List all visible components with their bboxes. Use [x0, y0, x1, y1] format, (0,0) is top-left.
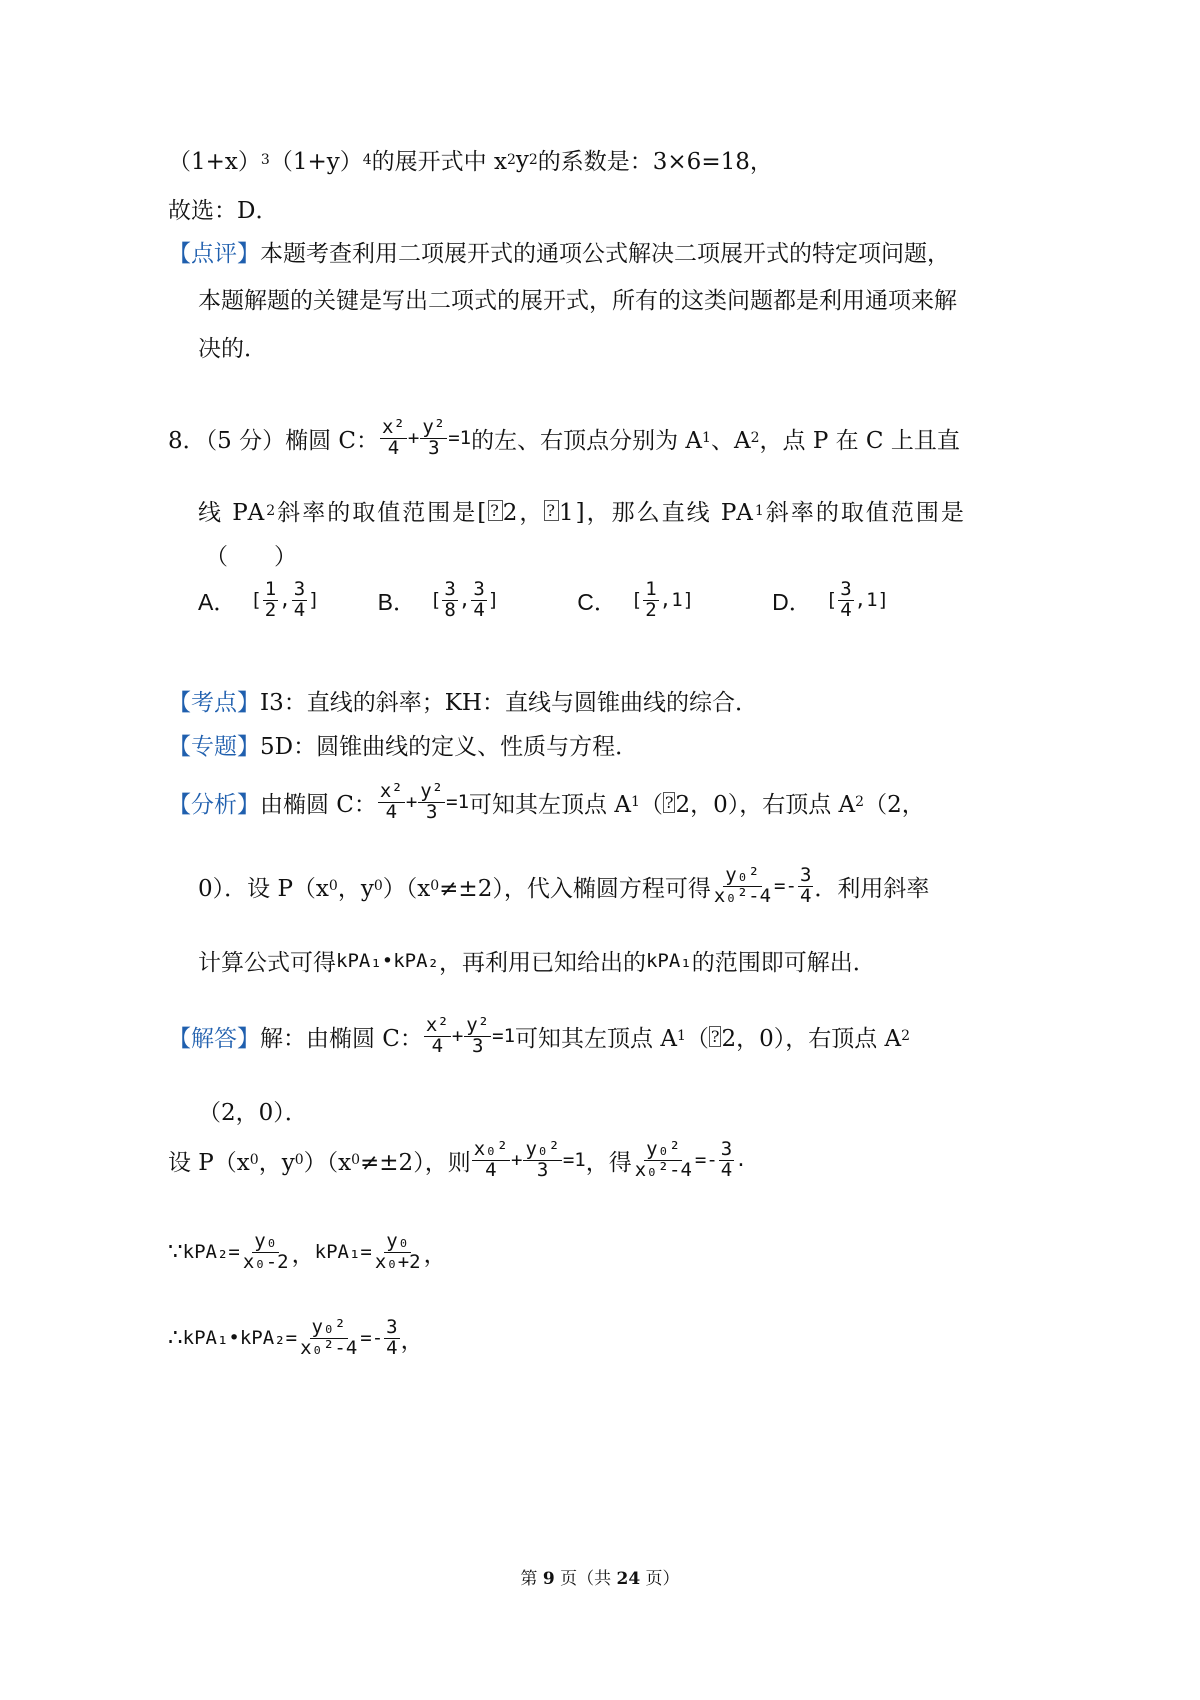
- option-c[interactable]: C． [ $\frac{1}{2}$ , 1 ]: [577, 578, 695, 621]
- text: 本题解题的关键是写出二项式的展开式，所有的这类问题都是利用通项来解: [198, 288, 957, 314]
- option-d[interactable]: D． [ $\frac{3}{4}$ , 1 ]: [772, 578, 889, 621]
- text: 、A: [710, 427, 751, 454]
- jieda-tag: 解答: [191, 1025, 237, 1052]
- option-b[interactable]: B． [ $\frac{3}{8}$ , $\frac{3}{4}$ ]: [377, 578, 500, 621]
- kaodian-line: 【 考点 】 I3：直线的斜率；KH：直线与圆锥曲线的综合．: [168, 684, 758, 717]
- tag-bracket: 【: [168, 241, 191, 267]
- comment-line-1: [168, 235, 950, 268]
- jieda-line-3: 设 P（x 0 ，y 0 ）（x 0 ≠±2），则 $\frac{\text{x₀²}}{4}$ + $\frac{\text{y₀²}}{3}$ =1 ，得 $\frac{\text{y₀²}}{\text{x₀²-4}}$ =- $\frac{3}{4}$ .: [168, 1138, 747, 1181]
- fenxi-line-1: 【 分析 】 由椭圆 C： $\frac{\text{x²}}{4}$ + $\frac{\text{y²}}{3}$ =1 可知其左顶点 A 1 （ ? 2，0），右顶点 A 2 （2，: [168, 780, 925, 823]
- expansion-result-line: [168, 143, 773, 176]
- fenxi-line-2: 0）．设 P（x 0 ，y 0 ）（x 0 ≠±2），代入椭圆方程可得 $\frac{\text{y₀²}}{\text{x₀²-4}}$ =- $\frac{3}{4}$ ．利用斜率: [198, 864, 930, 907]
- page-footer: 第 9 页（共 24 页）: [520, 1569, 680, 1589]
- text: y: [515, 146, 529, 173]
- missing-glyph: ?: [710, 1026, 720, 1046]
- kaodian-tag: 考点: [191, 690, 237, 716]
- zhuanti-tag: 专题: [191, 734, 237, 760]
- text: （1+x）: [168, 149, 261, 175]
- ellipse-fraction-y: $\frac{\text{y²}}{3}$: [422, 416, 446, 459]
- text: 8．（5 分）椭圆 C：: [168, 427, 379, 454]
- text: 3: [260, 151, 270, 168]
- comment-tag: 点评: [191, 241, 237, 267]
- missing-glyph: ?: [546, 501, 557, 520]
- ellipse-fraction-x: $\frac{\text{x²}}{4}$: [382, 416, 405, 459]
- comment-line-2: [198, 282, 957, 315]
- question-8-line-1: 8．（5 分）椭圆 C： $\frac{\text{x²}}{4}$ + $\frac{\text{y²}}{3}$ =1 的左、右顶点分别为 A 1 、A 2 ，点 P 在 C 上且直: [168, 416, 960, 459]
- text: 2: [528, 151, 538, 168]
- option-a[interactable]: A． [ $\frac{1}{2}$ , $\frac{3}{4}$ ]: [198, 578, 320, 621]
- fenxi-line-3: 计算公式可得 kPA₁ • kPA₂ ，再利用已知给出的 kPA₁ 的范围即可解出．: [198, 949, 876, 976]
- missing-glyph: ?: [664, 792, 674, 812]
- comment-line-3: [198, 330, 267, 363]
- text: 决的．: [198, 336, 267, 362]
- missing-glyph: ?: [490, 501, 501, 520]
- text: 本题考查利用二项展开式的通项公式解决二项展开式的特定项问题，: [260, 241, 950, 267]
- text: 的系数是：3×6=18，: [537, 149, 773, 175]
- text: 的展开式中 x: [371, 149, 507, 175]
- options-row: [198, 580, 947, 621]
- jieda-line-5: ∴ kPA₁ • kPA₂ = $\frac{\text{y₀²}}{\text{x₀²-4}}$ =- $\frac{3}{4}$ ，: [168, 1316, 424, 1359]
- text: （1+y）: [269, 149, 363, 175]
- fenxi-tag: 分析: [191, 791, 237, 818]
- answer-line: [168, 192, 278, 225]
- question-8-line-2: 线 PA 2 斜率的取值范围是[ ? 2， ? 1]，那么直线 PA 1 斜率的取值范围是: [198, 500, 966, 526]
- text: ，点 P 在 C 上且直: [759, 427, 960, 454]
- text: 2: [506, 151, 516, 168]
- tag-bracket: 】: [237, 241, 260, 267]
- text: 4: [362, 151, 372, 168]
- text: 故选：D．: [168, 198, 279, 224]
- jieda-line-1: 【 解答 】 解：由椭圆 C： $\frac{\text{x²}}{4}$ + $\frac{\text{y²}}{3}$ =1 可知其左顶点 A 1 （ ? 2，0），右顶点 A 2: [168, 1014, 911, 1057]
- jieda-line-4: ∵ kPA₂ = $\frac{\text{y₀}}{\text{x₀-2}}$ ， kPA₁ = $\frac{\text{y₀}}{\text{x₀+2}}$ ，: [168, 1230, 447, 1273]
- zhuanti-line: 【 专题 】 5D：圆锥曲线的定义、性质与方程．: [168, 728, 638, 761]
- jieda-line-2: （2，0）．: [198, 1100, 308, 1126]
- question-8-line-3: （ ）: [205, 544, 297, 570]
- text: 的左、右顶点分别为 A: [471, 427, 703, 454]
